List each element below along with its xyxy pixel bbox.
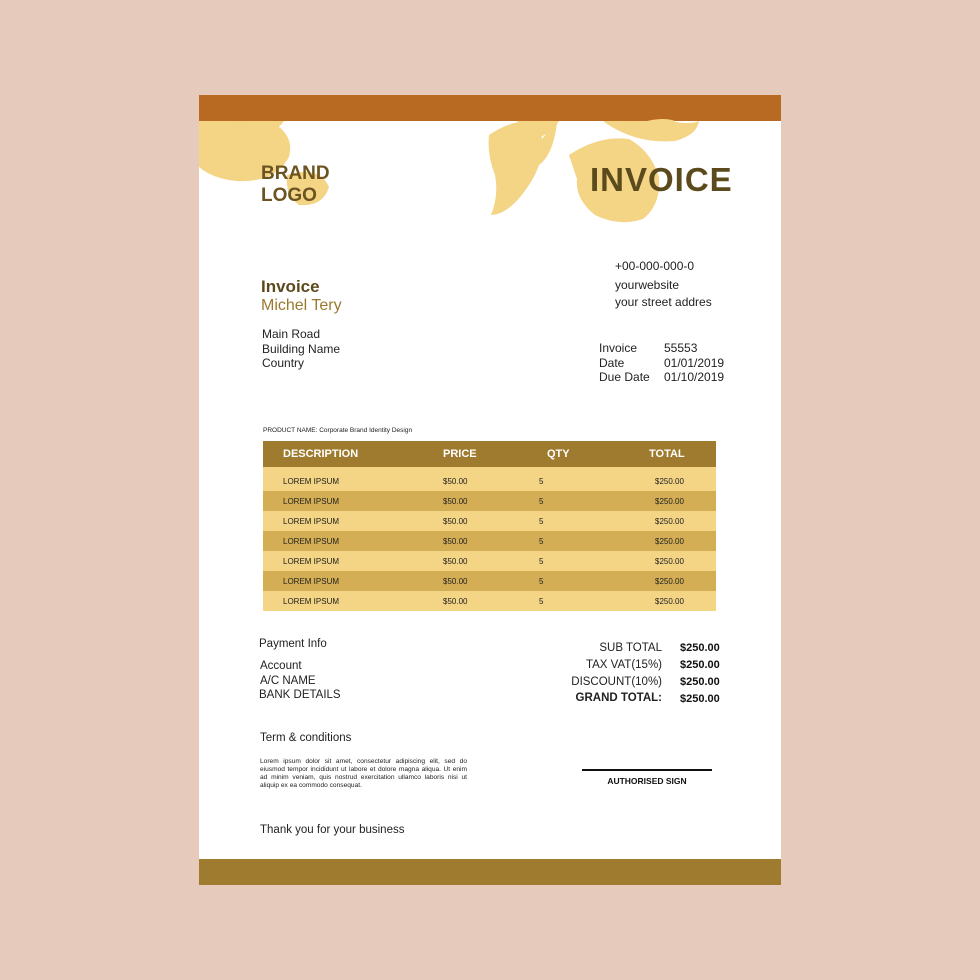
cell-total: $250.00 xyxy=(655,557,684,566)
bill-to-heading: Invoice xyxy=(261,277,320,296)
brand-logo-line2: LOGO xyxy=(261,185,317,206)
cell-description: LOREM IPSUM xyxy=(283,597,340,606)
cell-description: LOREM IPSUM xyxy=(283,517,340,526)
table-row xyxy=(263,491,716,511)
table-row xyxy=(263,551,716,571)
cell-total: $250.00 xyxy=(655,537,684,546)
address-line: Building Name xyxy=(262,342,341,356)
brand-logo-line1: BRAND xyxy=(261,163,330,184)
cell-description: LOREM IPSUM xyxy=(283,557,340,566)
payment-info-heading: Payment Info xyxy=(259,638,327,650)
cell-price: $50.00 xyxy=(443,537,468,546)
payment-line-bank-details: BANK DETAILS xyxy=(259,689,341,701)
table-row xyxy=(263,571,716,591)
cell-description: LOREM IPSUM xyxy=(283,497,340,506)
cell-qty: 5 xyxy=(539,597,544,606)
address-line: Country xyxy=(262,356,305,370)
cell-price: $50.00 xyxy=(443,597,468,606)
date-label: Date xyxy=(599,356,625,370)
invoice-number-value: 55553 xyxy=(664,341,698,355)
contact-website: yourwebsite xyxy=(615,278,680,292)
discount-label: DISCOUNT(10%) xyxy=(571,676,662,688)
grand-total-label: GRAND TOTAL: xyxy=(575,692,662,704)
cell-total: $250.00 xyxy=(655,517,684,526)
cell-qty: 5 xyxy=(539,517,544,526)
table-row xyxy=(263,531,716,551)
payment-line-account: Account xyxy=(260,660,302,672)
subtotal-label: SUB TOTAL xyxy=(599,642,662,654)
cell-qty: 5 xyxy=(539,557,544,566)
client-name: Michel Tery xyxy=(261,297,342,314)
contact-street: your street addres xyxy=(615,295,712,309)
terms-heading: Term & conditions xyxy=(260,732,352,744)
bottom-color-bar xyxy=(199,859,781,885)
cell-qty: 5 xyxy=(539,477,544,486)
table-row xyxy=(263,591,716,611)
product-name: PRODUCT NAME: Corporate Brand Identity Design xyxy=(263,427,413,434)
cell-price: $50.00 xyxy=(443,517,468,526)
cell-description: LOREM IPSUM xyxy=(283,477,340,486)
grand-total-value: $250.00 xyxy=(680,693,720,705)
column-header-description: DESCRIPTION xyxy=(283,448,359,460)
thank-you-note: Thank you for your business xyxy=(260,824,405,836)
brand-logo xyxy=(261,163,330,207)
cell-total: $250.00 xyxy=(655,477,684,486)
cell-total: $250.00 xyxy=(655,577,684,586)
due-date-label: Due Date xyxy=(599,370,650,384)
cell-price: $50.00 xyxy=(443,577,468,586)
tax-vat-value: $250.00 xyxy=(680,659,720,671)
terms-body: Lorem ipsum dolor sit amet, consectetur adipiscing elit, sed do eiusmod tempor incididunt ut labore et dolore magna aliqua. Ut enim ad minim veniam, quis nostrud exercitation ullamco laboris nisi ut aliquip ex ea commodo consequat. xyxy=(260,758,467,789)
table-header-row xyxy=(263,441,716,467)
date-value: 01/01/2019 xyxy=(664,356,725,370)
column-header-qty: QTY xyxy=(547,448,570,460)
cell-qty: 5 xyxy=(539,537,544,546)
cell-price: $50.00 xyxy=(443,477,468,486)
items-table xyxy=(263,441,716,611)
authorised-sign-label: AUTHORISED SIGN xyxy=(607,776,687,786)
cell-description: LOREM IPSUM xyxy=(283,577,340,586)
column-header-total: TOTAL xyxy=(649,448,685,460)
cell-total: $250.00 xyxy=(655,597,684,606)
invoice-number-label: Invoice xyxy=(599,341,638,355)
table-row xyxy=(263,471,716,491)
cell-price: $50.00 xyxy=(443,497,468,506)
payment-line-ac-name: A/C NAME xyxy=(260,675,316,687)
discount-value: $250.00 xyxy=(680,676,720,688)
cell-qty: 5 xyxy=(539,497,544,506)
cell-price: $50.00 xyxy=(443,557,468,566)
contact-phone: +00-000-000-0 xyxy=(615,259,695,273)
address-line: Main Road xyxy=(262,327,321,341)
table-row xyxy=(263,511,716,531)
cell-qty: 5 xyxy=(539,577,544,586)
invoice-page xyxy=(199,95,781,885)
invoice-title: INVOICE xyxy=(590,161,733,198)
tax-vat-label: TAX VAT(15%) xyxy=(585,659,662,671)
column-header-price: PRICE xyxy=(443,448,477,460)
due-date-value: 01/10/2019 xyxy=(664,370,725,384)
cell-description: LOREM IPSUM xyxy=(283,537,340,546)
subtotal-value: $250.00 xyxy=(680,642,720,654)
cell-total: $250.00 xyxy=(655,497,684,506)
signature-line xyxy=(582,769,712,771)
